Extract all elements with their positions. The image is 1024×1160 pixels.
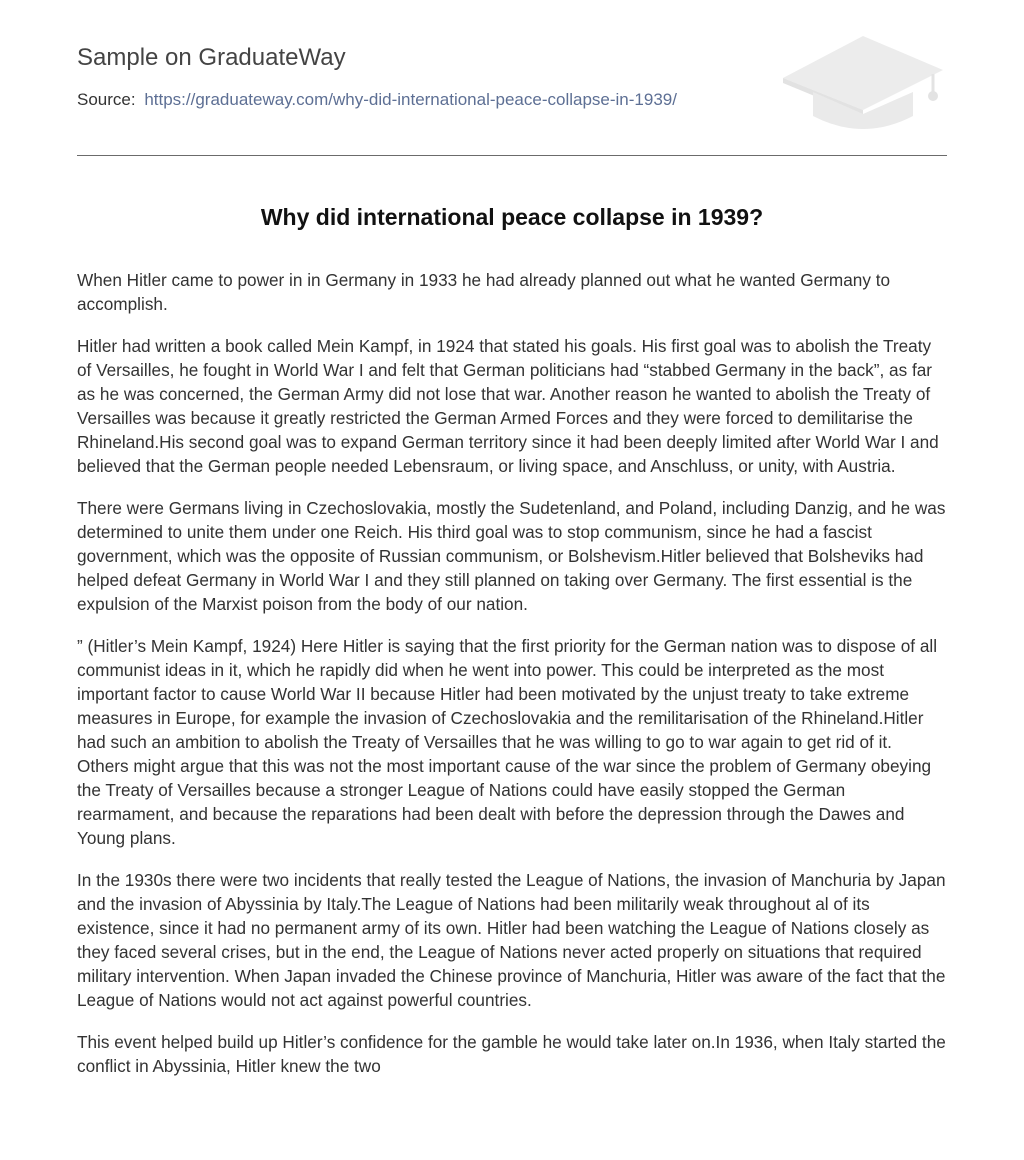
article-paragraph: Hitler had written a book called Mein Kampf, in 1924 that stated his goals. His first goal was to abolish the Treaty of Versailles, he fought in World War I and felt that German politicians had “stabbed Germany in the back”, as far as he was concerned, the German Army did not lose that war. Another reason he wanted to abolish the Treaty of Versailles was because it greatly restricted the German Armed Forces and they were forced to demilitarise the Rhineland.His second goal was to expand German territory since it had been deeply limited after World War I and believed that the German people needed Lebensraum, or living space, and Anschluss, or unity, with Austria. xyxy=(77,336,939,476)
page-header xyxy=(77,0,947,156)
graduation-cap-icon xyxy=(781,30,945,132)
header-divider xyxy=(77,155,947,156)
source-line xyxy=(77,90,677,110)
site-title: Sample on GraduateWay xyxy=(77,44,346,71)
source-link[interactable]: https://graduateway.com/why-did-international-peace-collapse-in-1939/ xyxy=(144,90,677,109)
article-paragraph: When Hitler came to power in in Germany in 1933 he had already planned out what he wanted Germany to accomplish. xyxy=(77,270,891,314)
article-paragraph: This event helped build up Hitler’s confidence for the gamble he would take later on.In 1936, when Italy started the conflict in Abyssinia, Hitler knew the two xyxy=(77,1032,946,1076)
article-paragraph: ” (Hitler’s Mein Kampf, 1924) Here Hitler is saying that the first priority for the German nation was to dispose of all communist ideas in it, which he rapidly did when he went into power. This could be interpreted as the most important factor to cause World War II because Hitler had been motivated by the unjust treaty to take extreme measures in Europe, for example the invasion of Czechoslovakia and the remilitarisation of the Rhineland.Hitler had such an ambition to abolish the Treaty of Versailles that he was willing to go to war again to get rid of it. Others might argue that this was not the most important cause of the war since the problem of Germany obeying the Treaty of Versailles because a stronger League of Nations could have easily stopped the German rearmament, and because the reparations had been dealt with before the depression through the Dawes and Young plans. xyxy=(77,636,938,848)
article-body xyxy=(77,268,947,1096)
article-paragraph: There were Germans living in Czechoslovakia, mostly the Sudetenland, and Poland, including Danzig, and he was determined to unite them under one Reich. His third goal was to stop communism, since he had a fascist government, which was the opposite of Russian communism, or Bolshevism.Hitler believed that Bolsheviks had helped defeat Germany in World War I and they still planned on taking over Germany. The first essential is the expulsion of the Marxist poison from the body of our nation. xyxy=(77,498,946,614)
article-paragraph: In the 1930s there were two incidents that really tested the League of Nations, the invasion of Manchuria by Japan and the invasion of Abyssinia by Italy.The League of Nations had been militarily weak throughout al of its existence, since it had no permanent army of its own. Hitler had been watching the League of Nations closely as they faced several crises, but in the end, the League of Nations never acted properly on situations that required military intervention. When Japan invaded the Chinese province of Manchuria, Hitler was aware of the fact that the League of Nations would not act against powerful countries. xyxy=(77,870,946,1010)
article-title: Why did international peace collapse in 1939? xyxy=(260,204,764,230)
source-label: Source: xyxy=(77,90,136,109)
